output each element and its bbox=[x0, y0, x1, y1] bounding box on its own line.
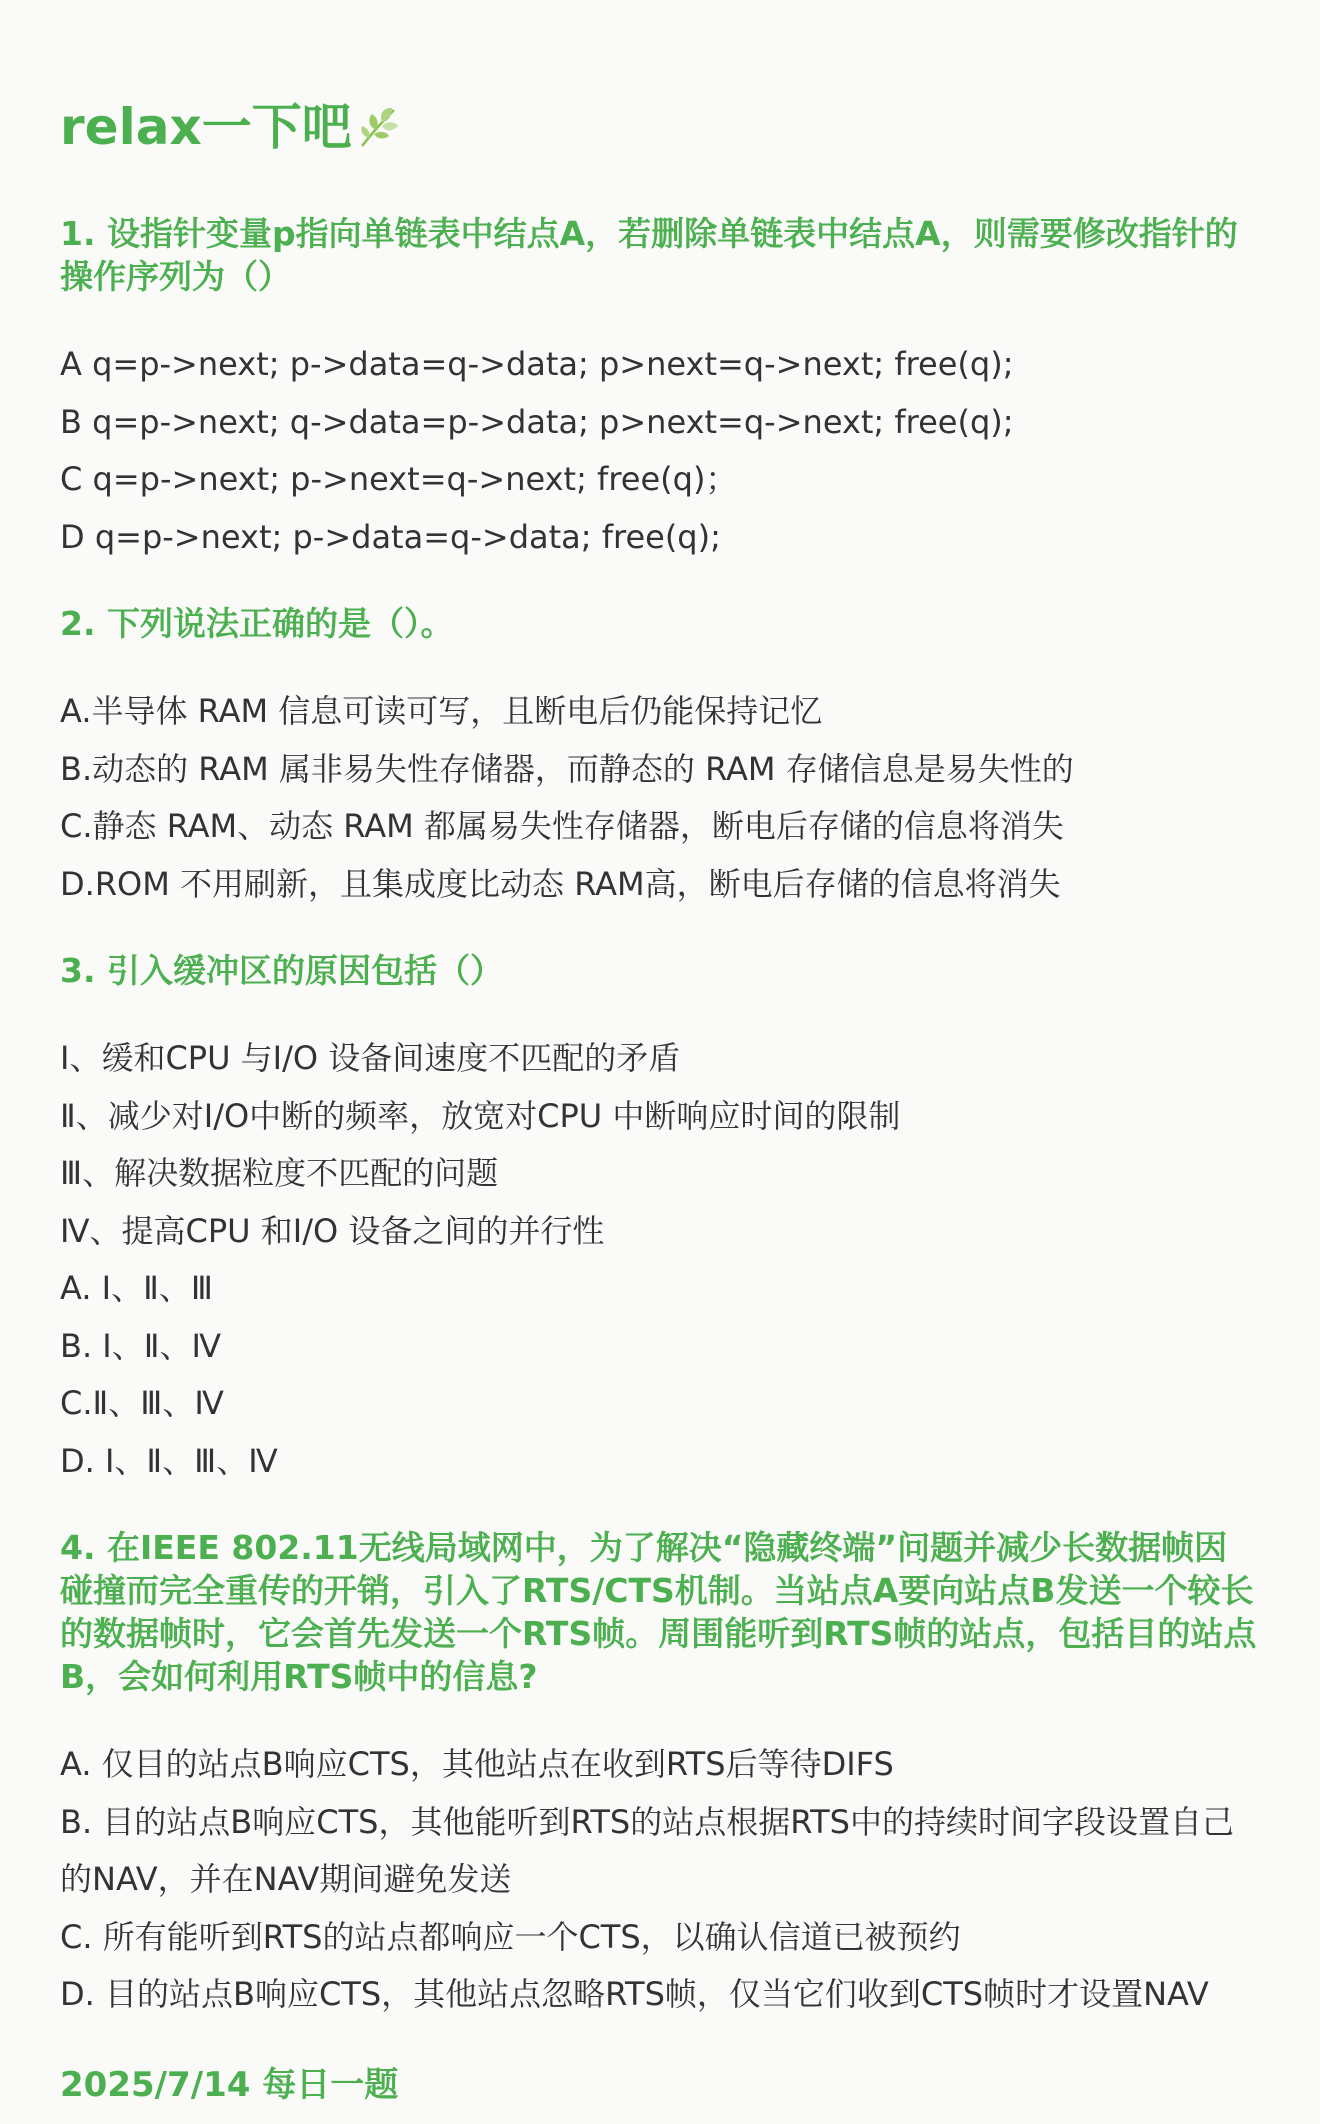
statement-3: Ⅲ、解决数据粒度不匹配的问题 bbox=[60, 1154, 499, 1192]
option-b: B. 目的站点B响应CTS，其他能听到RTS的站点根据RTS中的持续时间字段设置自己的NAV，并在NAV期间避免发送 bbox=[60, 1802, 1234, 1898]
question-block-4 bbox=[60, 1526, 1260, 2024]
question-block-3 bbox=[60, 949, 1260, 1490]
statement-1: Ⅰ、缓和CPU 与I/O 设备间速度不匹配的矛盾 bbox=[60, 1039, 681, 1077]
question-block-1 bbox=[60, 212, 1260, 566]
statement-2: Ⅱ、减少对I/O中断的频率，放宽对CPU 中断响应时间的限制 bbox=[60, 1096, 901, 1135]
option-c: C. 所有能听到RTS的站点都响应一个CTS，以确认信道已被预约 bbox=[60, 1917, 961, 1956]
option-list bbox=[60, 683, 1260, 913]
option-b: B.动态的 RAM 属非易失性存储器，而静态的 RAM 存储信息是易失性的 bbox=[60, 749, 1074, 788]
question-text: 1. 设指针变量p指向单链表中结点A，若删除单链表中结点A，则需要修改指针的操作序列为（） bbox=[60, 214, 1238, 296]
option-a: A.半导体 RAM 信息可读可写，且断电后仍能保持记忆 bbox=[60, 692, 823, 730]
option-c: C.Ⅱ、Ⅲ、Ⅳ bbox=[60, 1384, 224, 1422]
question-text: 4. 在IEEE 802.11无线局域网中，为了解决“隐藏终端”问题并减少长数据帧因碰撞而完全重传的开销，引入了RTS/CTS机制。当站点A要向站点B发送一个较长的数据帧时，它会首先发送一个RTS帧。周围能听到RTS帧的站点，包括目的站点B，会如何利用RTS帧中的信息? bbox=[60, 1528, 1257, 1696]
option-b: B. Ⅰ、Ⅱ、Ⅳ bbox=[60, 1326, 222, 1365]
statement-4: Ⅳ、提高CPU 和I/O 设备之间的并行性 bbox=[60, 1211, 605, 1250]
page-title bbox=[60, 90, 1260, 164]
question-block-2 bbox=[60, 602, 1260, 913]
question-text: 3. 引入缓冲区的原因包括（） bbox=[60, 951, 503, 990]
option-a: A. 仅目的站点B响应CTS，其他站点在收到RTS后等待DIFS bbox=[60, 1745, 894, 1783]
option-d: D q=p->next; p->data=q->data; free(q); bbox=[60, 517, 721, 556]
option-a: A. Ⅰ、Ⅱ、Ⅲ bbox=[60, 1269, 213, 1307]
page-title-text: relax一下吧 bbox=[60, 98, 352, 156]
option-c: C.静态 RAM、动态 RAM 都属易失性存储器，断电后存储的信息将消失 bbox=[60, 807, 1064, 845]
option-list bbox=[60, 336, 1260, 566]
option-list bbox=[60, 1736, 1260, 2024]
leaf-icon bbox=[356, 104, 400, 150]
question-text: 2. 下列说法正确的是（）。 bbox=[60, 604, 454, 643]
option-d: D. Ⅰ、Ⅱ、Ⅲ、Ⅳ bbox=[60, 1441, 278, 1480]
option-d: D. 目的站点B响应CTS，其他站点忽略RTS帧，仅当它们收到CTS帧时才设置NAV bbox=[60, 1975, 1209, 2013]
option-a: A q=p->next; p->data=q->data; p>next=q->next; free(q); bbox=[60, 345, 1014, 383]
option-list bbox=[60, 1030, 1260, 1490]
footer-date: 2025/7/14 每日一题 bbox=[60, 2064, 399, 2105]
option-c: C q=p->next; p->next=q->next; free(q)； bbox=[60, 460, 738, 498]
option-d: D.ROM 不用刷新，且集成度比动态 RAM高，断电后存储的信息将消失 bbox=[60, 864, 1061, 903]
option-b: B q=p->next; q->data=p->data; p>next=q->next; free(q); bbox=[60, 402, 1014, 441]
